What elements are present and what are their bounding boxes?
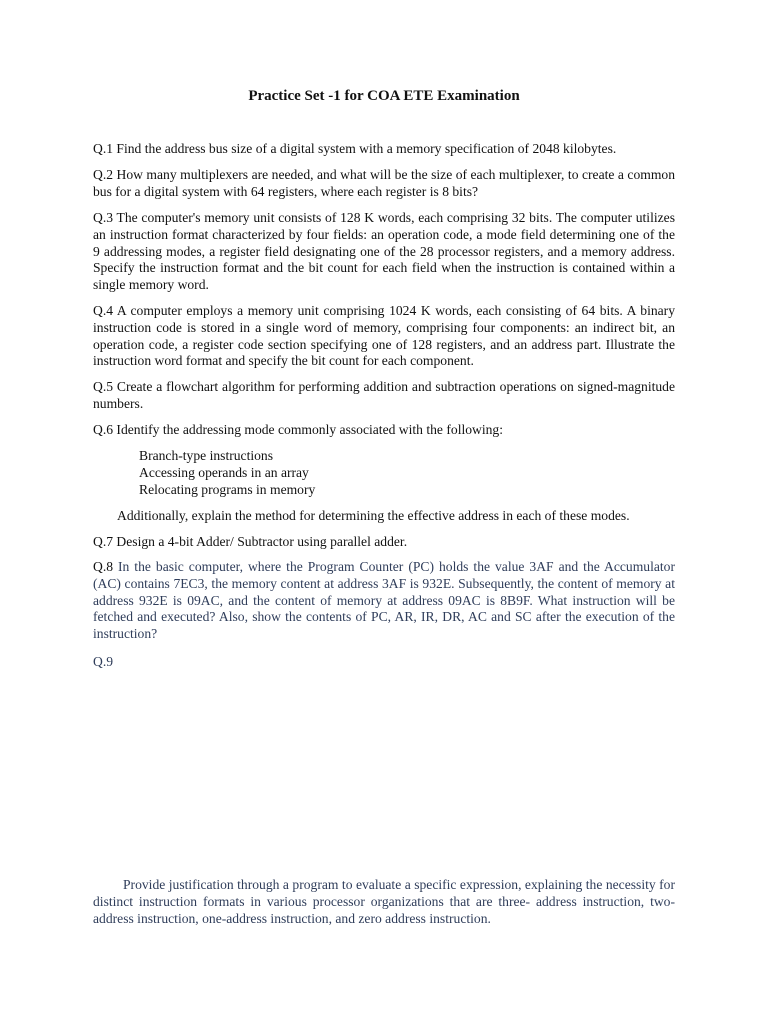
- question-number: Q.7: [93, 534, 114, 549]
- question-number: Q.6: [93, 422, 114, 437]
- question-2: [93, 167, 675, 201]
- question-text: Design a 4-bit Adder/ Subtractor using parallel adder.: [116, 534, 408, 549]
- question-4: [93, 303, 675, 370]
- question-text: Identify the addressing mode commonly associated with the following:: [116, 422, 504, 437]
- question-text: The computer's memory unit consists of 128 K words, each comprising 32 bits. The computer utilizes an instruction format characterized by four fields: an operation code, a mode field determining one of the 9 addressing modes, a register field designating one of the 28 processor registers, and a memory address. Specify the instruction format and the bit count for each field when the instruction is contained within a single memory word.: [93, 210, 675, 293]
- question-number: Q.2: [93, 167, 114, 182]
- question-8: [93, 559, 675, 643]
- question-number: Q.3: [93, 210, 114, 225]
- question-text: In the basic computer, where the Program Counter (PC) holds the value 3AF and the Accumulator (AC) contains 7EC3, the memory content at address 3AF is 932E. Subsequently, the content of memory at address 932E is 09AC, and the content of memory at address 09AC is 8B9F. What instruction will be fetched and executed? Also, show the contents of PC, AR, IR, DR, AC and SC after the execution of the instruction?: [93, 559, 675, 642]
- question-text: Create a flowchart algorithm for performing addition and subtraction operations on signed-magnitude numbers.: [93, 379, 676, 411]
- question-5: [93, 379, 675, 413]
- question-9-number: Q.9: [93, 654, 114, 669]
- question-3: [93, 210, 675, 294]
- question-1: [93, 141, 675, 158]
- list-item: Relocating programs in memory: [139, 482, 316, 497]
- question-number: Q.4: [93, 303, 114, 318]
- page-title: Practice Set -1 for COA ETE Examination: [248, 88, 520, 104]
- question-9-text: Provide justification through a program to evaluate a specific expression, explaining the necessity for distinct instruction formats in various processor organizations that are three- address instruction, two-address instruction, one-address instruction, and zero address instruction.: [93, 877, 675, 926]
- question-text: Find the address bus size of a digital system with a memory specification of 2048 kilobytes.: [116, 141, 617, 156]
- q6-item-list: [139, 447, 315, 498]
- list-item: Branch-type instructions: [139, 448, 274, 463]
- question-number: Q.5: [93, 379, 114, 394]
- q6-additional-note: Additionally, explain the method for determining the effective address in each of these modes.: [117, 508, 630, 523]
- question-6: [93, 422, 675, 439]
- question-number: Q.8: [93, 559, 114, 574]
- question-number: Q.1: [93, 141, 114, 156]
- list-item: Accessing operands in an array: [139, 465, 309, 480]
- question-7: [93, 534, 675, 551]
- question-text: A computer employs a memory unit comprising 1024 K words, each consisting of 64 bits. A binary instruction code is stored in a single word of memory, comprising four components: an indirect bit, an operation code, a register code section specifying one of 128 registers, and an address part. Illustrate the instruction word format and specify the bit count for each component.: [93, 303, 675, 369]
- question-text: How many multiplexers are needed, and what will be the size of each multiplexer, to create a common bus for a digital system with 64 registers, where each register is 8 bits?: [93, 167, 675, 199]
